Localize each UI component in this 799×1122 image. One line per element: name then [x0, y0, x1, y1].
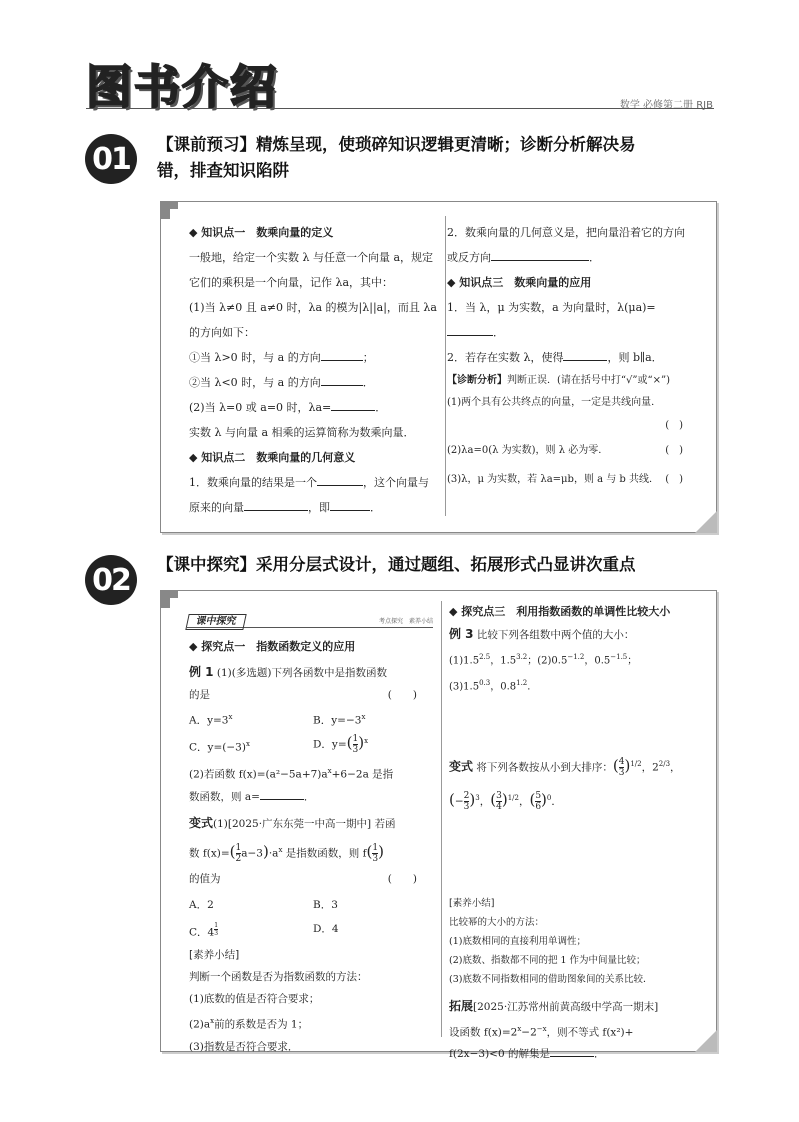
answer-paren: ( ) — [665, 474, 683, 485]
knowledge-point-title: ◆ 知识点三 数乘向量的应用 — [447, 276, 592, 289]
text-line: 判断一个函数是否为指数函数的方法： — [189, 971, 368, 983]
numerator: 2 — [463, 791, 470, 802]
text: A．y=3 — [189, 714, 229, 727]
text-line — [447, 437, 697, 465]
answer-blank — [321, 372, 363, 386]
text-line — [447, 370, 697, 391]
paren-open: ( — [490, 790, 497, 809]
text: (1)(多选题)下列各函数中是指数函数 — [216, 667, 387, 679]
paren-close: ) — [469, 790, 476, 809]
text: ； — [362, 351, 374, 364]
book-intro-logo: 图书介绍 — [86, 60, 278, 114]
superscript: 3.2 — [516, 653, 528, 661]
superscript: 2.5 — [479, 653, 491, 661]
text-line: 2．数乘向量的几何意义是，把向量沿着它的方向 — [447, 226, 685, 239]
answer-blank — [317, 472, 363, 486]
numerator: 1 — [352, 734, 359, 744]
text: 数 f(x)= — [189, 847, 230, 859]
answer-blank — [330, 497, 370, 511]
text: − — [454, 795, 464, 808]
text-line: 实数 λ 与向量 a 相乘的运算简称为数乘向量． — [189, 426, 415, 439]
section-title: 【课中探究】采用分层式设计，通过题组、拓展形式凸显讲次重点 — [157, 555, 636, 574]
text-line — [189, 684, 433, 706]
text-line — [189, 760, 433, 786]
text-line: (1)当 λ≠0 且 a≠0 时，λa 的模为|λ||a|，而且 λa — [189, 301, 437, 314]
superscript: x — [245, 740, 250, 748]
denominator: 3 — [352, 745, 359, 755]
option-a — [189, 706, 232, 732]
text: ；(2)0.5 — [527, 655, 568, 667]
text-line — [447, 465, 697, 495]
variant-label: 变式 — [189, 815, 214, 830]
text: 1．当 λ，μ 为实数，a 为向量时，λ(μa)= — [447, 301, 656, 314]
superscript: −1.5 — [610, 653, 628, 661]
paren-close: ) — [624, 756, 631, 775]
text-line — [189, 868, 433, 890]
inclass-left-column — [189, 633, 433, 1058]
denominator: 3 — [463, 802, 470, 813]
summary-block — [449, 894, 699, 989]
numerator: 1 — [235, 842, 242, 853]
text: 判断正误．(请在括号中打“√”或“×”) — [507, 375, 671, 386]
paren-close: ) — [262, 842, 269, 860]
option-c — [189, 733, 250, 759]
text: ， — [670, 761, 681, 774]
paren-open: ( — [346, 733, 353, 752]
superscript: 0.3 — [479, 679, 491, 688]
section-title-line: 错，排查知识陷阱 — [157, 161, 289, 180]
option-a: A．2 — [189, 899, 214, 911]
preview-right-column — [447, 220, 697, 495]
knowledge-point-title: ◆ 知识点一 数乘向量的定义 — [189, 226, 334, 239]
example-label: 例 3 — [449, 627, 474, 641]
text-line — [449, 672, 699, 698]
text-line — [189, 470, 444, 495]
superscript: x — [517, 1024, 522, 1033]
denominator: 3 — [372, 853, 379, 864]
text: (2)当 λ=0 或 a=0 时，λa= — [189, 401, 332, 414]
answer-blank — [491, 247, 589, 261]
text: 的是 — [189, 689, 210, 701]
paren-close: ) — [358, 733, 365, 752]
paren-close: ) — [541, 790, 547, 809]
text: 2．若存在实数 λ，使得 — [447, 351, 564, 364]
option-d — [313, 730, 368, 756]
paren-open: ( — [229, 842, 236, 860]
text: 1．数乘向量的结果是一个 — [189, 476, 317, 489]
section-number: 01 — [92, 141, 130, 177]
text: (1)[2025·广东东莞一中高一期中] 若函 — [213, 817, 396, 830]
text: ； — [627, 655, 638, 667]
options-row — [189, 706, 433, 730]
page-fold-corner — [695, 511, 717, 533]
text: a−3 — [241, 847, 263, 859]
superscript: 0 — [546, 794, 552, 803]
text: ，这个向量与 — [363, 476, 429, 489]
text-line — [189, 370, 444, 395]
answer-blank — [550, 1043, 594, 1057]
text-line — [189, 395, 444, 420]
numerator: 4 — [618, 756, 625, 767]
superscript: x — [361, 713, 366, 721]
text: C．y=(−3) — [189, 741, 246, 754]
text-line — [447, 295, 697, 345]
inclass-panel — [160, 590, 717, 1061]
text-line: 的方向如下： — [189, 326, 255, 339]
header-subtitle: 数学 必修第二册 RJB — [619, 100, 713, 111]
text: ②当 λ<0 时，与 a 的方向 — [189, 376, 321, 389]
superscript: 1/2 — [630, 759, 642, 768]
text-line — [449, 1043, 699, 1065]
text-line — [189, 812, 433, 835]
option-c — [189, 918, 218, 944]
answer-paren: ( ) — [387, 689, 417, 701]
paren-close: ) — [378, 842, 384, 860]
text: (3)1.5 — [449, 681, 480, 693]
answer-paren: ( ) — [387, 873, 417, 885]
text-line: 比较幂的大小的方法： — [449, 916, 545, 928]
text-line — [449, 782, 699, 818]
text: ，2 — [641, 761, 659, 774]
column-divider — [441, 601, 442, 1037]
text: 原来的向量 — [189, 501, 244, 514]
paren-open: ( — [612, 756, 619, 775]
text: 设函数 f(x)=2 — [449, 1026, 518, 1039]
text: 或反方向 — [447, 251, 491, 264]
variant-label: 变式 — [449, 759, 474, 774]
options-row — [189, 894, 433, 918]
denominator: 4 — [496, 802, 502, 813]
option-b: B．3 — [313, 899, 338, 911]
superscript: −x — [536, 1024, 547, 1033]
superscript: 1/2 — [507, 794, 519, 803]
section-title-line: 【课前预习】精炼呈现，使琐碎知识逻辑更清晰；诊断分析解决易 — [157, 135, 636, 154]
denominator: 3 — [618, 767, 625, 778]
section-title — [157, 132, 717, 184]
text-line — [189, 1010, 433, 1036]
text: ，0.5 — [584, 655, 611, 667]
superscript — [214, 921, 219, 937]
text: ． — [362, 376, 374, 389]
text-line — [449, 646, 699, 672]
answer-blank — [563, 347, 607, 361]
text: ，即 — [308, 501, 330, 514]
paren-open: ( — [366, 842, 373, 860]
knowledge-point-title: ◆ 知识点二 数乘向量的几何意义 — [189, 451, 356, 464]
options-row — [189, 918, 433, 944]
text: ． — [593, 1048, 605, 1061]
text: C．4 — [189, 926, 215, 939]
answer-blank — [447, 322, 493, 336]
text-line — [189, 835, 433, 869]
example-label: 例 1 — [189, 665, 214, 679]
inclass-badge-row — [187, 609, 433, 628]
numerator: 1 — [372, 842, 379, 853]
text: ． — [375, 401, 387, 414]
badge-side-note: 考点探究 素养小结 — [378, 618, 433, 625]
text-line — [449, 995, 699, 1018]
text-line — [447, 345, 697, 370]
text: (2)若函数 f(x)=(a²−5a+7)a — [189, 768, 328, 781]
text: ． — [370, 501, 381, 514]
text: [2025·江苏常州前黄高级中学高一期末] — [473, 1000, 659, 1013]
answer-blank — [331, 397, 375, 411]
inclass-badge: 课中探究 — [185, 614, 246, 630]
superscript: 3 — [475, 794, 480, 803]
text: ·a — [268, 847, 279, 859]
text: +6−2a 是指 — [331, 768, 394, 781]
text-line — [449, 749, 699, 783]
text: 将下列各数按从小到大排序： — [476, 761, 613, 774]
option-d: D．4 — [313, 923, 339, 935]
text: 是指数函数，则 f — [282, 847, 367, 859]
text-line — [449, 1018, 699, 1044]
text-line: 它们的乘积是一个向量，记作 λa，其中： — [189, 276, 394, 289]
text: (3)λ，μ 为实数，若 λa=μb，则 a 与 b 共线． — [447, 474, 660, 485]
numerator: 3 — [496, 791, 502, 802]
text-line — [189, 495, 444, 520]
panel-corner-bar — [160, 201, 178, 209]
paren-open: ( — [449, 790, 455, 809]
preview-panel — [160, 201, 717, 533]
summary-title: [素养小结] — [189, 949, 240, 961]
superscript: x — [228, 713, 233, 721]
denominator: 6 — [535, 802, 542, 813]
superscript: x — [327, 767, 332, 775]
text: −2 — [521, 1026, 537, 1039]
text: ， — [518, 795, 530, 808]
spacer — [449, 699, 699, 749]
header-rule — [86, 108, 714, 109]
text: ， — [479, 795, 491, 808]
superscript: 1.2 — [516, 679, 528, 688]
superscript: x — [364, 737, 369, 745]
text: 比较下列各组数中两个值的大小： — [476, 629, 635, 641]
numerator: 1 — [214, 921, 219, 929]
text-line: 一般地，给定一个实数 λ 与任意一个向量 a，规定 — [189, 251, 434, 264]
explore-point-title: ◆ 探究点一 指数函数定义的应用 — [189, 640, 356, 653]
fraction — [214, 922, 218, 937]
answer-blank — [321, 347, 363, 361]
text: (2)λa=0(λ 为实数)，则 λ 必为零． — [447, 445, 609, 456]
text-line — [189, 661, 433, 684]
text: ，则不等式 f(x²)+ — [546, 1026, 634, 1039]
text: ①当 λ>0 时，与 a 的方向 — [189, 351, 321, 364]
text-line — [189, 786, 433, 808]
text-line — [447, 414, 697, 437]
text-line — [447, 245, 697, 270]
text: D．y= — [313, 738, 347, 751]
superscript: −1.2 — [567, 653, 585, 661]
panel-corner-bar — [160, 590, 178, 598]
text: 数函数，则 a= — [189, 790, 260, 803]
text-line: (1)两个具有公共终点的向量，一定是共线向量． — [447, 397, 662, 408]
text: ． — [303, 790, 315, 803]
text: 的值为 — [189, 873, 221, 885]
text-line: (1)底数相同的直接利用单调性； — [449, 935, 586, 947]
explore-point-title: ◆ 探究点三 利用指数函数的单调性比较大小 — [449, 605, 671, 618]
text: f(2x−3)<0 的解集是 — [449, 1048, 550, 1061]
options-row — [189, 730, 433, 760]
text: ，0.8 — [490, 681, 517, 693]
paren-open: ( — [529, 790, 536, 809]
text-line — [449, 623, 699, 646]
text: (2)a — [189, 1018, 211, 1031]
preview-left-column — [189, 220, 444, 520]
inclass-right-column — [449, 601, 699, 1065]
text: ． — [527, 681, 538, 693]
text: ． — [589, 251, 600, 264]
text-line: (3)指数是否符合要求． — [189, 1040, 299, 1053]
superscript: 2/3 — [658, 759, 671, 768]
numerator: 5 — [535, 791, 542, 802]
spacer — [449, 818, 699, 894]
text-line: (1)底数的值是否符合要求； — [189, 993, 320, 1005]
text: (1)1.5 — [449, 655, 480, 667]
answer-paren: ( ) — [665, 420, 683, 431]
text: ． — [493, 326, 504, 339]
text: ，1.5 — [490, 655, 517, 667]
superscript: x — [210, 1017, 215, 1025]
extension-label: 拓展 — [449, 998, 474, 1013]
column-divider — [445, 216, 446, 516]
answer-paren: ( ) — [665, 445, 683, 456]
text-line — [189, 345, 444, 370]
text: 前的系数是否为 1； — [214, 1018, 309, 1031]
diagnosis-label: 【诊断分析】 — [447, 375, 507, 386]
answer-blank — [260, 786, 304, 800]
paren-close: ) — [501, 790, 508, 809]
answer-blank — [244, 497, 308, 511]
section-number: 02 — [92, 562, 130, 598]
text: ，则 b∥a． — [607, 351, 663, 364]
superscript: x — [278, 845, 283, 854]
summary-title: [素养小结] — [449, 897, 495, 909]
text: B．y=−3 — [313, 714, 362, 727]
text-line: (3)底数不同指数相同的借助图象间的关系比较． — [449, 973, 653, 985]
option-b — [313, 706, 365, 732]
section-number-badge — [85, 555, 137, 605]
denominator: 3 — [214, 929, 219, 937]
section-number-badge — [85, 134, 137, 184]
denominator: 2 — [235, 853, 242, 864]
text: ． — [551, 795, 562, 808]
text-line: (2)底数、指数都不同的把 1 作为中间量比较； — [449, 954, 646, 966]
